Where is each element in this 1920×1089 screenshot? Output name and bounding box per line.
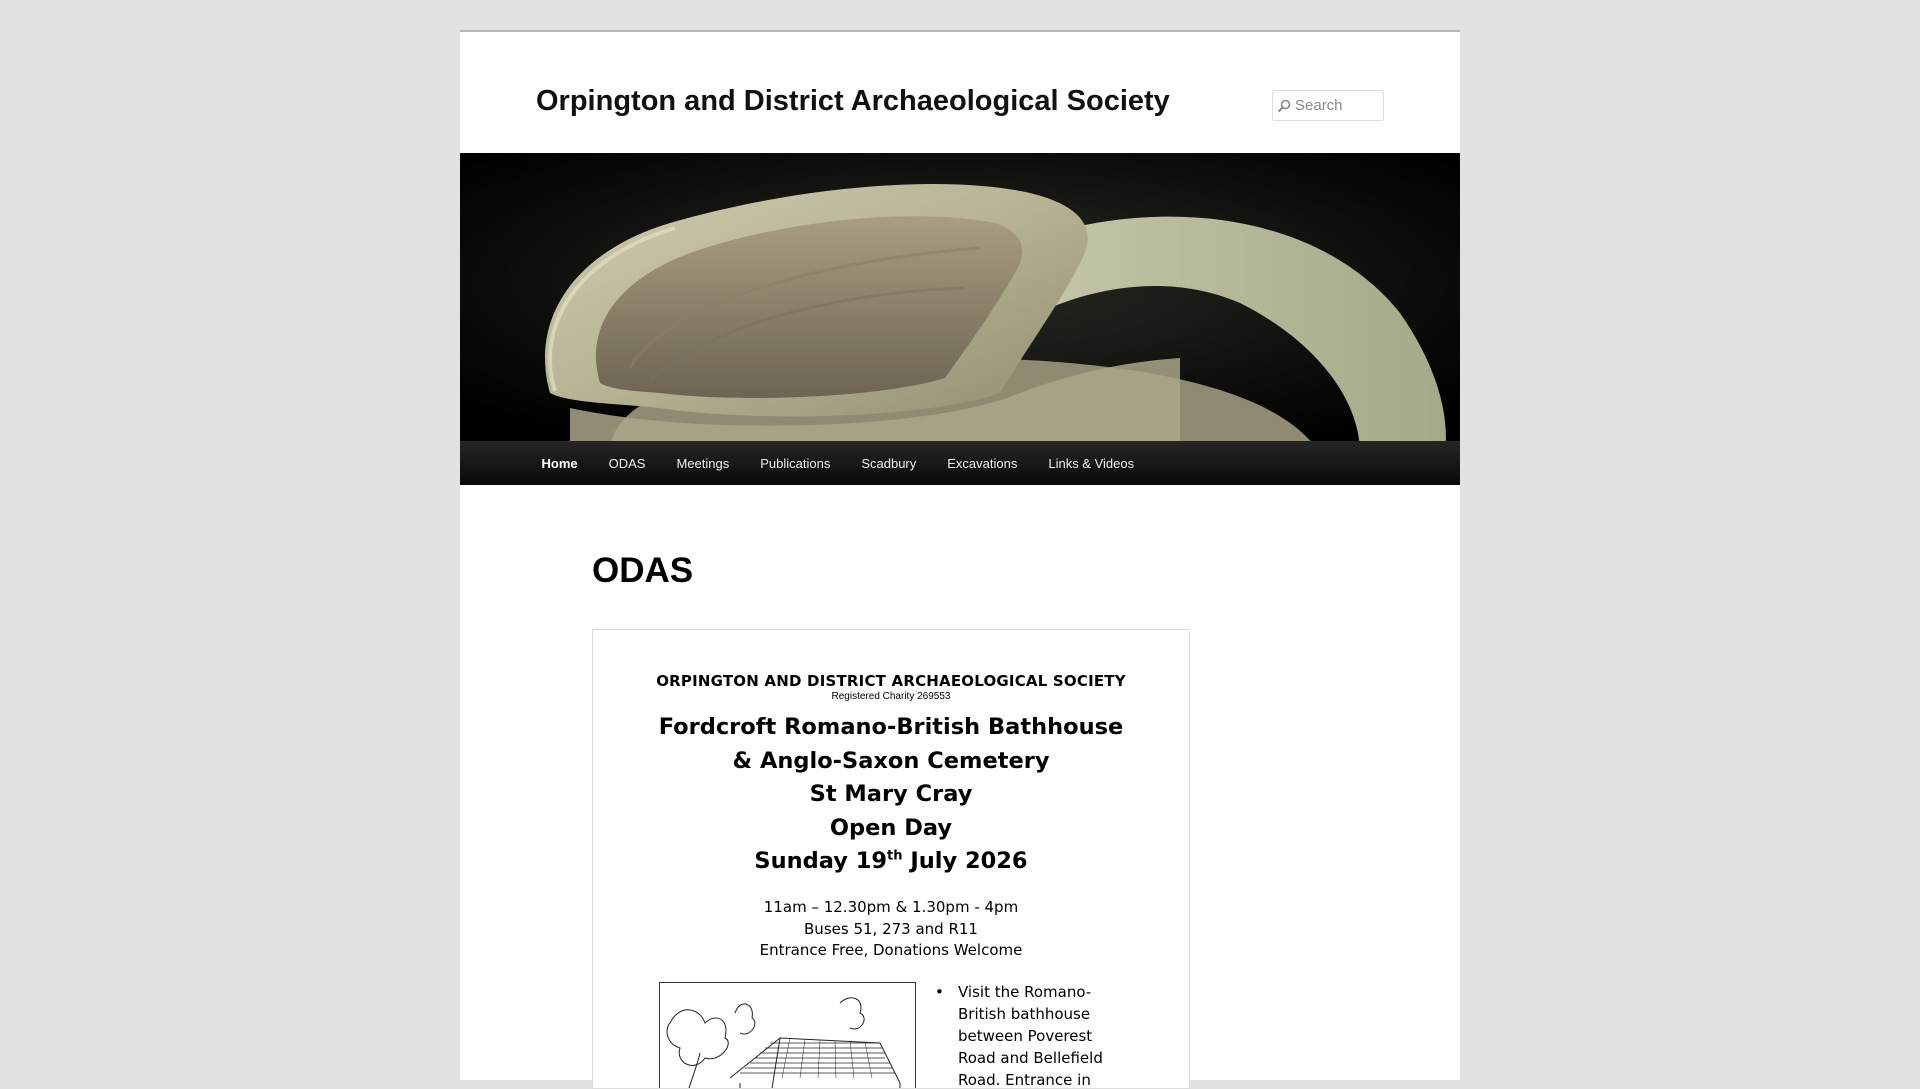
poster-date xyxy=(593,848,1189,874)
nav-link-excavations[interactable]: Excavations xyxy=(947,455,1018,471)
search-input[interactable] xyxy=(1295,92,1381,120)
poster-heading-line1: Fordcroft Romano-British Bathhouse xyxy=(658,714,1124,740)
poster-bullet-text: Visit the Romano-British bathhouse between Poverest Road and Bellefield Road. Entrance in xyxy=(958,983,1103,1089)
nav-link-meetings[interactable]: Meetings xyxy=(676,455,730,471)
bathhouse-illustration xyxy=(659,982,916,1089)
poster-charity-number: Registered Charity 269553 xyxy=(831,691,951,702)
nav-item-scadbury[interactable] xyxy=(846,441,932,485)
poster-heading-line2: & Anglo-Saxon Cemetery xyxy=(732,748,1050,774)
poster-times: 11am – 12.30pm & 1.30pm - 4pm xyxy=(763,898,1019,916)
nav-link-publications[interactable]: Publications xyxy=(760,455,831,471)
site-title[interactable]: Orpington and District Archaeological Society xyxy=(536,85,1170,117)
nav-item-links-videos[interactable] xyxy=(1033,441,1150,485)
header-banner-image xyxy=(460,153,1460,441)
nav-item-excavations[interactable] xyxy=(932,441,1033,485)
nav-link-odas[interactable]: ODAS xyxy=(608,455,646,471)
nav-link-scadbury[interactable]: Scadbury xyxy=(861,455,917,471)
bullet-marker: • xyxy=(935,983,944,1001)
nav-item-meetings[interactable] xyxy=(661,441,745,485)
nav-link-links-videos[interactable]: Links & Videos xyxy=(1048,455,1135,471)
poster-society-name: ORPINGTON AND DISTRICT ARCHAEOLOGICAL SOCIETY xyxy=(656,672,1126,690)
page-title: ODAS xyxy=(592,551,694,590)
page-container xyxy=(460,30,1460,1089)
search-icon xyxy=(1273,90,1295,121)
open-day-poster xyxy=(592,629,1190,1089)
poster-entry: Entrance Free, Donations Welcome xyxy=(759,941,1023,959)
nav-item-publications[interactable] xyxy=(745,441,846,485)
poster-date-month: July 2026 xyxy=(902,848,1028,874)
poster-heading-line3: St Mary Cray xyxy=(809,781,973,807)
nav-item-home[interactable] xyxy=(526,441,593,485)
nav-link-home[interactable]: Home xyxy=(541,455,578,471)
main-navigation xyxy=(460,441,1460,485)
poster-date-main: Sunday 19 xyxy=(754,848,888,874)
nav-item-odas[interactable] xyxy=(593,441,661,485)
poster-buses: Buses 51, 273 and R11 xyxy=(804,920,978,938)
poster-heading-line4: Open Day xyxy=(829,815,953,841)
poster-date-suffix: th xyxy=(887,848,903,864)
search-box[interactable] xyxy=(1272,90,1384,121)
